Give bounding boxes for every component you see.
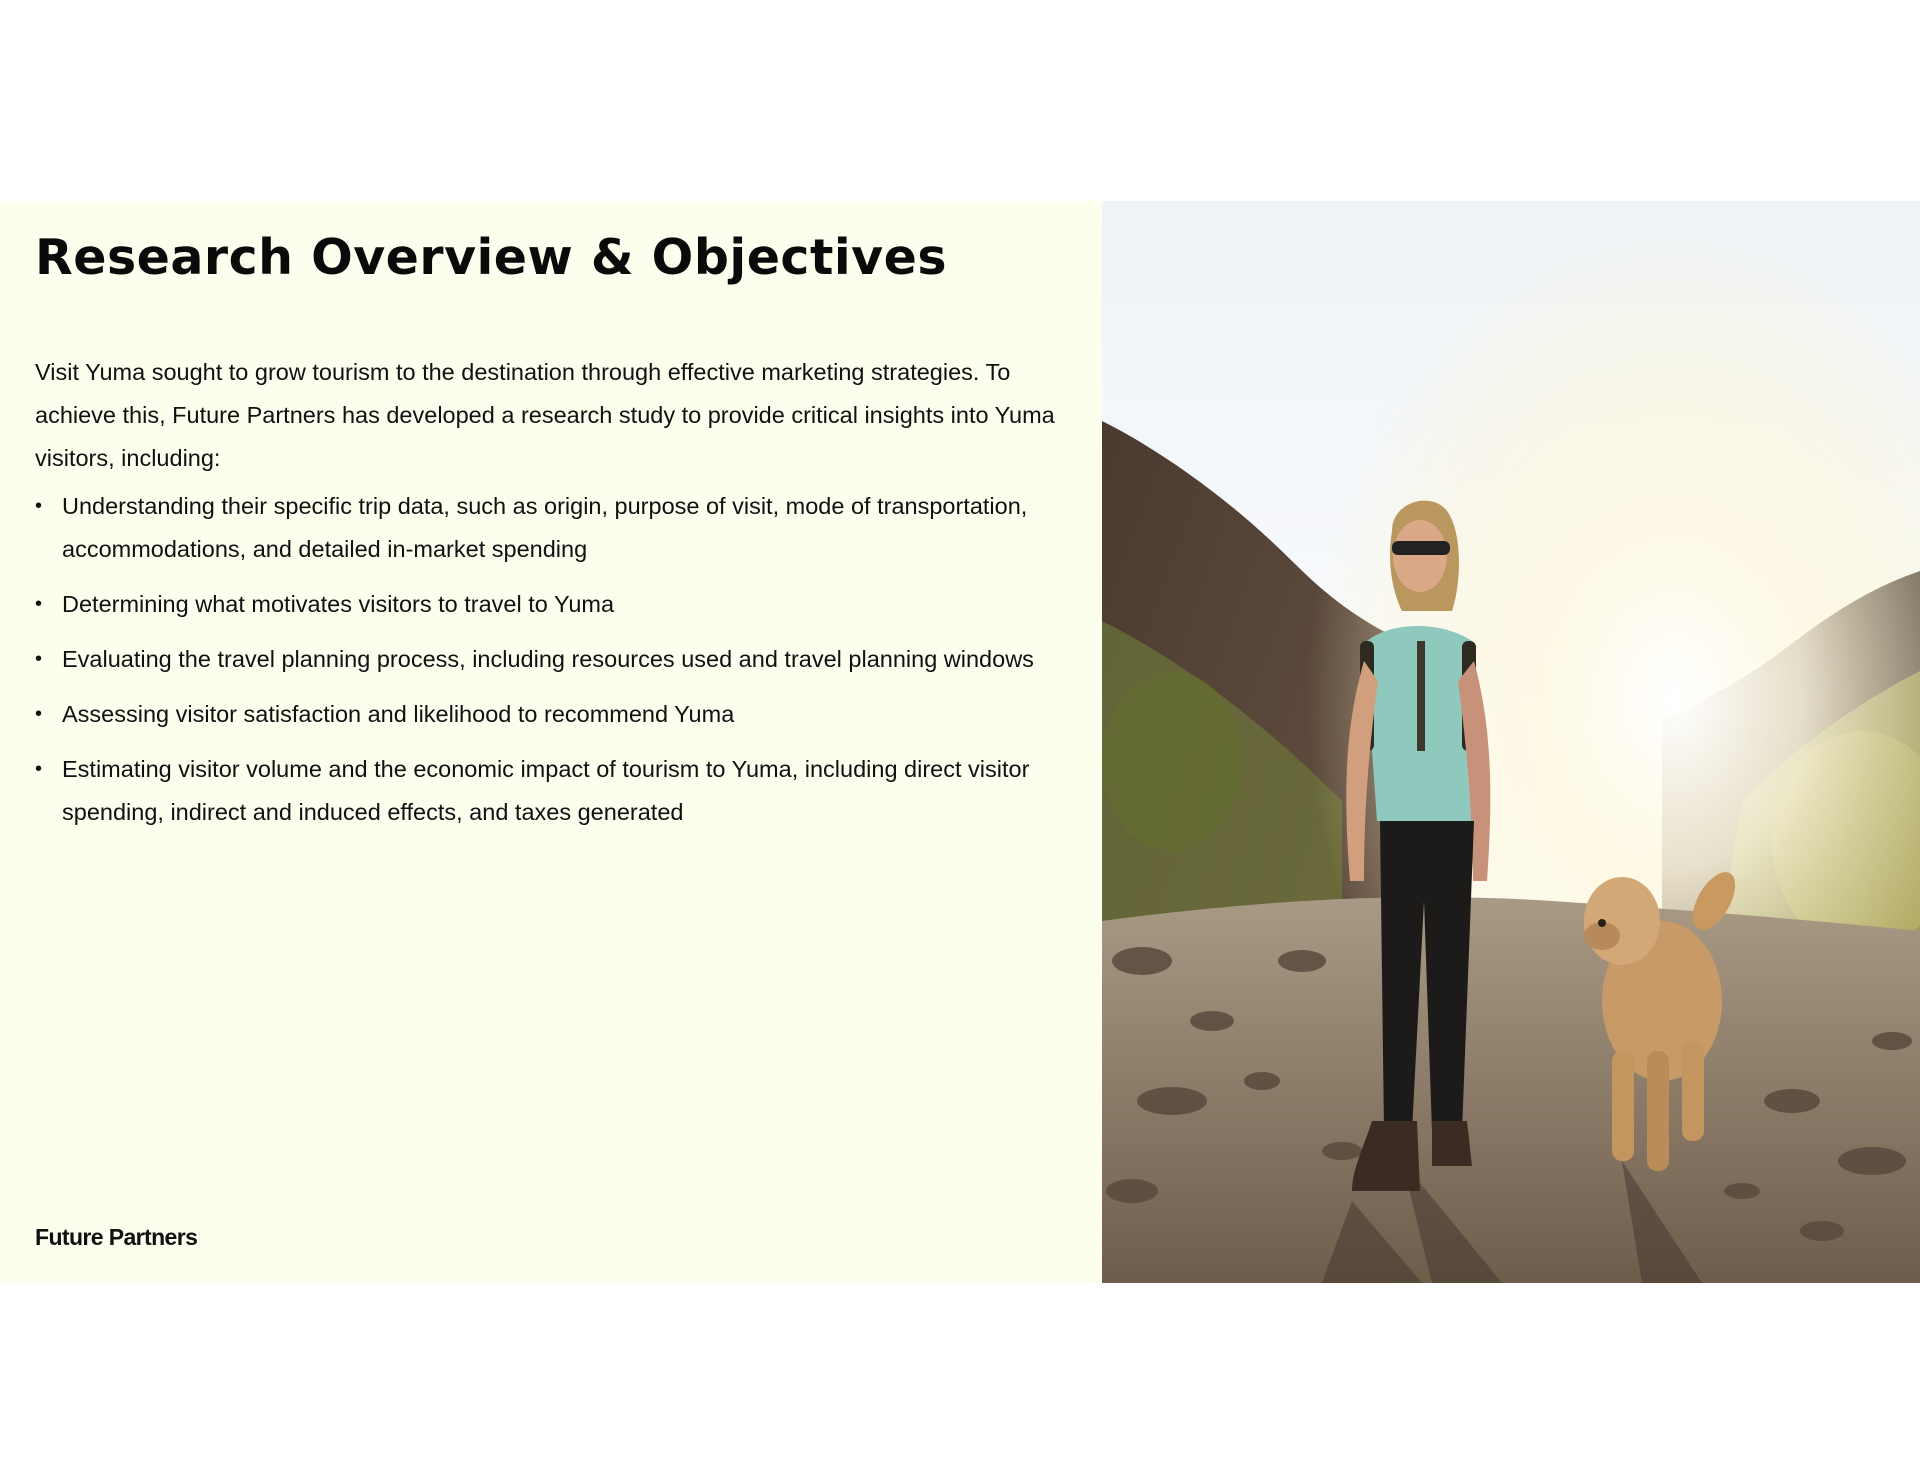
bullet-icon: • <box>35 593 43 615</box>
list-item <box>35 693 1045 736</box>
list-item-text: Assessing visitor satisfaction and likelihood to recommend Yuma <box>62 701 735 727</box>
list-item <box>35 638 1045 681</box>
list-item-text: Determining what motivates visitors to travel to Yuma <box>62 591 615 617</box>
hiker-with-dog-photo <box>1102 201 1920 1283</box>
slide-title: Research Overview & Objectives <box>35 229 948 286</box>
bullet-icon: • <box>35 703 43 725</box>
bullet-icon: • <box>35 495 43 517</box>
bullet-icon: • <box>35 758 43 780</box>
list-item <box>35 748 1045 834</box>
list-item <box>35 583 1045 626</box>
text-panel <box>0 201 1102 1283</box>
intro-paragraph: Visit Yuma sought to grow tourism to the destination through effective marketing strategies. To achieve this, Future Partners has developed a research study to provide critical insights into Yuma visitors, including: <box>35 359 1055 471</box>
list-item-text: Estimating visitor volume and the economic impact of tourism to Yuma, including direct visitor spending, indirect and induced effects, and taxes generated <box>62 756 1030 825</box>
future-partners-logo: Future Partners <box>35 1224 198 1250</box>
objectives-list <box>35 485 1045 846</box>
bullet-icon: • <box>35 648 43 670</box>
list-item-text: Evaluating the travel planning process, including resources used and travel planning windows <box>62 646 1034 672</box>
list-item-text: Understanding their specific trip data, such as origin, purpose of visit, mode of transportation, accommodations, and detailed in-market spending <box>62 493 1028 562</box>
slide <box>0 201 1920 1283</box>
list-item <box>35 485 1045 571</box>
